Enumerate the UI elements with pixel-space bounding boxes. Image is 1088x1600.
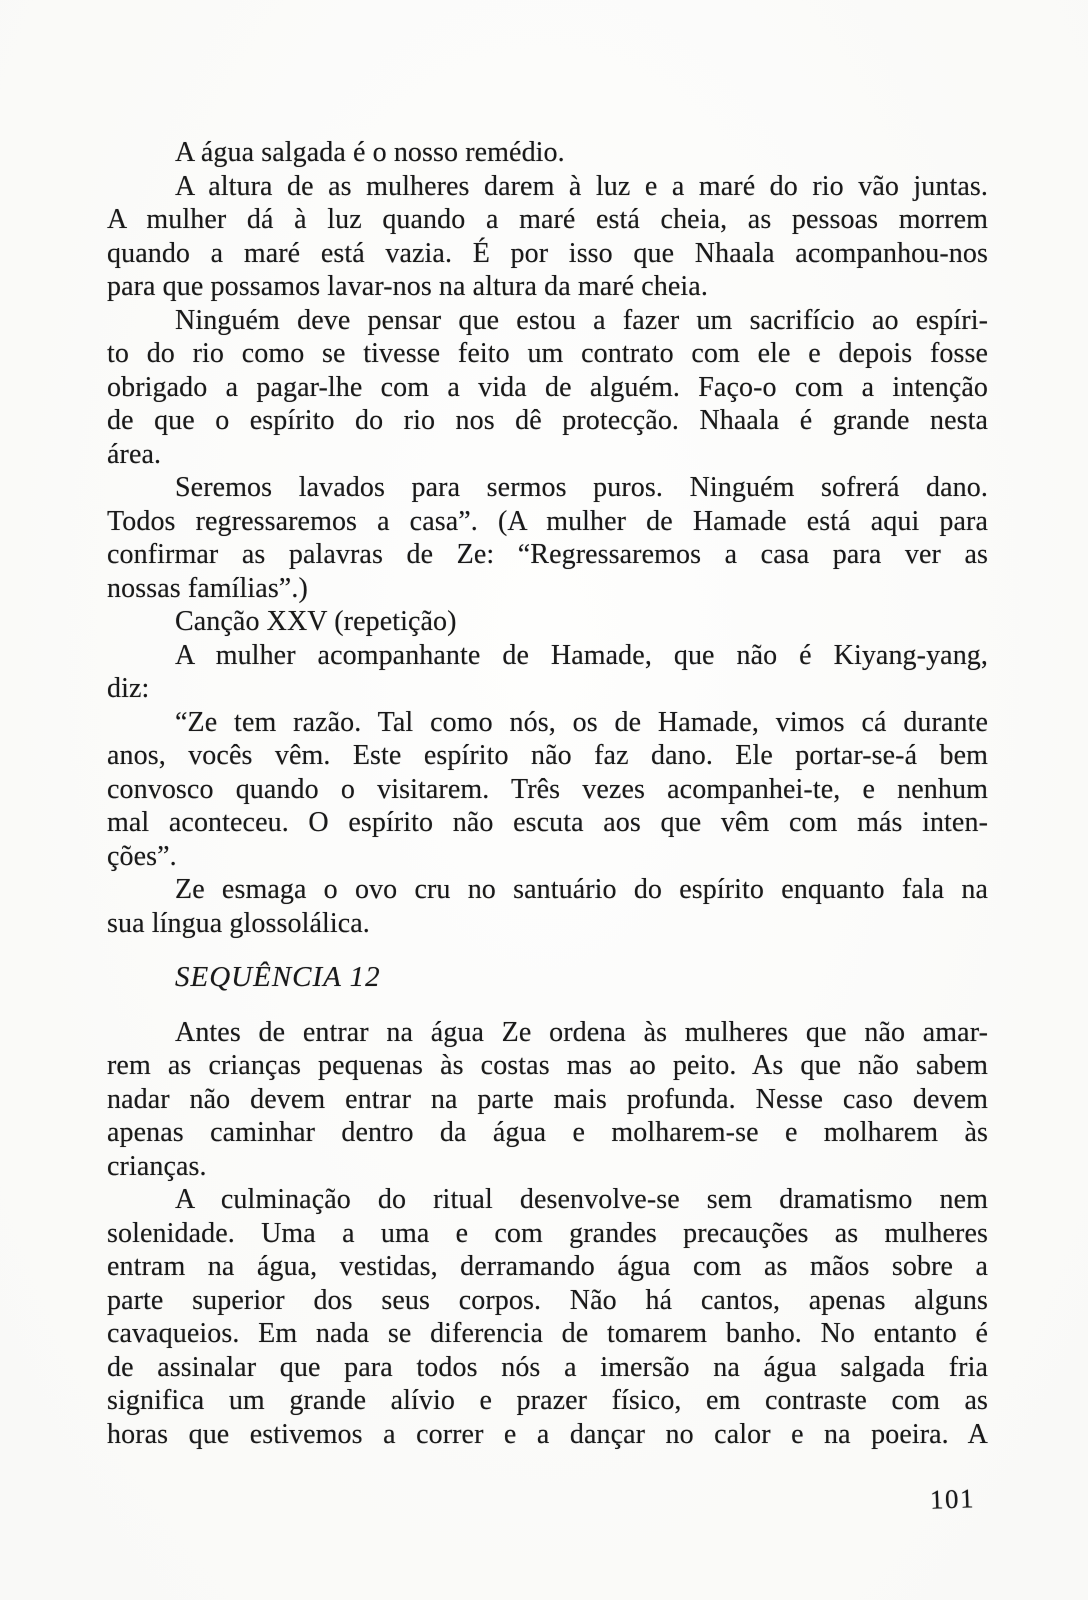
text-line: quando a maré está vazia. É por isso que Nhaala acompanhou-nos — [107, 237, 988, 269]
text-line: nossas famílias”.) — [107, 572, 308, 604]
text-line: to do rio como se tivesse feito um contrato com ele e depois fosse — [107, 338, 988, 369]
text-line: SEQUÊNCIA 12 — [175, 961, 381, 993]
text-line: para que possamos lavar-nos na altura da maré cheia. — [107, 271, 708, 302]
paragraph — [107, 136, 988, 170]
paragraph — [107, 471, 988, 605]
text-line: ções”. — [107, 840, 177, 872]
text-line: obrigado a pagar-lhe com a vida de alguém. Faço-o com a intenção — [107, 371, 988, 403]
text-line: A mulher acompanhante de Hamade, que não é Kiyang-yang, — [175, 639, 988, 671]
text-line: sua língua glossolálica. — [107, 907, 370, 939]
paragraph — [107, 1183, 988, 1451]
text-line: apenas caminhar dentro da água e molharem-se e molharem às — [107, 1117, 988, 1148]
page-number: 101 — [929, 1483, 976, 1515]
text-line: horas que estivemos a correr e a dançar no calor e na poeira. A — [107, 1418, 988, 1450]
paragraph — [107, 873, 988, 940]
text-line: Todos regressaremos a casa”. (A mulher de Hamade está aqui para — [107, 505, 988, 537]
text-line: de que o espírito do rio nos dê protecção. Nhaala é grande nesta — [107, 405, 988, 436]
text-line: confirmar as palavras de Ze: “Regressaremos a casa para ver as — [107, 539, 988, 570]
text-line: anos, vocês vêm. Este espírito não faz dano. Ele portar-se-á bem — [107, 740, 988, 771]
text-line: A água salgada é o nosso remédio. — [175, 137, 565, 168]
paragraph — [107, 170, 988, 304]
paragraph — [107, 639, 988, 706]
text-line: nadar não devem entrar na parte mais profunda. Nesse caso devem — [107, 1083, 988, 1115]
text-line: Ze esmaga o ovo cru no santuário do espírito enquanto fala na — [175, 874, 988, 905]
paragraph — [107, 605, 988, 639]
text-line: significa um grande alívio e prazer físico, em contraste com as — [107, 1385, 988, 1416]
text-line: área. — [107, 438, 162, 470]
paragraph — [107, 1016, 988, 1184]
text-line: A mulher dá à luz quando a maré está cheia, as pessoas morrem — [107, 204, 988, 235]
page-content — [107, 136, 988, 1451]
text-line: parte superior dos seus corpos. Não há cantos, apenas alguns — [107, 1284, 988, 1316]
text-line: diz: — [107, 673, 150, 704]
text-line: solenidade. Uma a uma e com grandes precauções as mulheres — [107, 1217, 988, 1249]
text-line: entram na água, vestidas, derramando água com as mãos sobre a — [107, 1251, 988, 1282]
text-line: A culminação do ritual desenvolve-se sem dramatismo nem — [175, 1184, 988, 1215]
text-line: Antes de entrar na água Ze ordena às mulheres que não amar- — [175, 1016, 988, 1048]
text-line: “Ze tem razão. Tal como nós, os de Hamade, vimos cá durante — [175, 706, 988, 738]
text-line: Ninguém deve pensar que estou a fazer um sacrifício ao espíri- — [175, 304, 988, 336]
text-line: mal aconteceu. O espírito não escuta aos que vêm com más inten- — [107, 807, 988, 838]
paragraph — [107, 304, 988, 472]
text-line: Seremos lavados para sermos puros. Ninguém sofrerá dano. — [175, 472, 988, 503]
text-line: de assinalar que para todos nós a imersão na água salgada fria — [107, 1351, 988, 1383]
text-line: cavaqueios. Em nada se diferencia de tomarem banho. No entanto é — [107, 1318, 988, 1349]
text-line: convosco quando o visitarem. Três vezes acompanhei-te, e nenhum — [107, 773, 988, 805]
text-line: Canção XXV (repetição) — [175, 606, 457, 637]
text-line: rem as crianças pequenas às costas mas ao peito. As que não sabem — [107, 1050, 988, 1081]
paragraph — [107, 706, 988, 874]
section-heading — [107, 961, 988, 995]
text-line: crianças. — [107, 1150, 207, 1182]
text-line: A altura de as mulheres darem à luz e a maré do rio vão juntas. — [175, 170, 988, 202]
